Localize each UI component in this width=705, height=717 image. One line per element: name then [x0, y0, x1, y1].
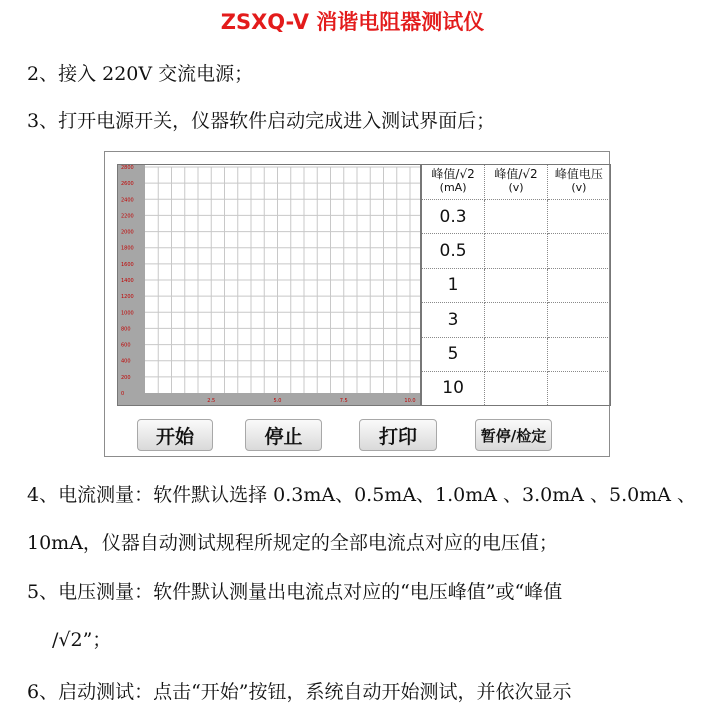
y-tick-label: 0 — [121, 391, 125, 397]
stop-button[interactable]: 停止 — [245, 419, 322, 451]
x-tick-label: 7.5 — [339, 398, 348, 404]
cell-current: 10 — [422, 371, 485, 405]
print-button[interactable]: 打印 — [359, 419, 437, 451]
result-table — [422, 165, 610, 405]
cell-rms — [485, 337, 548, 371]
cell-rms — [485, 268, 548, 302]
table-row — [422, 234, 610, 268]
y-tick-label: 600 — [121, 342, 131, 349]
x-axis-band — [118, 393, 420, 405]
y-tick-label: 1200 — [121, 294, 134, 301]
table-row — [422, 200, 610, 234]
cell-peak — [547, 234, 610, 268]
cell-rms — [485, 303, 548, 337]
cell-peak — [547, 337, 610, 371]
header-peak-voltage: 峰值电压 (v) — [547, 165, 610, 200]
x-tick-label: 10.0 — [404, 398, 416, 404]
y-tick-label: 1000 — [121, 310, 134, 317]
y-tick-label: 400 — [121, 358, 131, 365]
pause-verify-button[interactable]: 暂停/检定 — [475, 419, 552, 451]
table-row — [422, 337, 610, 371]
start-button[interactable]: 开始 — [137, 419, 213, 451]
result-table-panel — [421, 164, 611, 406]
cell-peak — [547, 200, 610, 234]
voltage-current-chart — [118, 165, 420, 405]
cell-current: 1 — [422, 268, 485, 302]
cell-peak — [547, 371, 610, 405]
table-row — [422, 371, 610, 405]
cell-current: 0.5 — [422, 234, 485, 268]
y-tick-label: 1400 — [121, 278, 134, 284]
y-tick-label: 2800 — [121, 165, 134, 171]
cell-current: 0.3 — [422, 200, 485, 234]
cell-rms — [485, 234, 548, 268]
cell-peak — [547, 303, 610, 337]
chart-area — [117, 164, 421, 406]
step-4-text-line1: 4、电流测量：软件默认选择 0.3mA、0.5mA、1.0mA 、3.0mA 、5.0mA 、 — [27, 484, 697, 506]
step-5-text-line2: /√2”； — [52, 629, 112, 651]
y-tick-label: 2400 — [121, 197, 134, 204]
header-current: 峰值/√2 (mA) — [422, 165, 485, 200]
y-tick-label: 2000 — [121, 229, 134, 236]
y-tick-label: 2600 — [121, 181, 134, 188]
page-title: ZSXQ-V 消谐电阻器测试仪 — [220, 10, 485, 34]
step-6-text: 6、启动测试：点击“开始”按钮，系统自动开始测试，并依次显示 — [27, 681, 572, 703]
table-header-row — [422, 165, 610, 200]
instrument-screen — [104, 151, 610, 457]
y-tick-label: 1600 — [121, 261, 134, 268]
cell-current: 5 — [422, 337, 485, 371]
step-5-text-line1: 5、电压测量：软件默认测量出电流点对应的“电压峰值”或“峰值 — [27, 581, 563, 603]
step-2-text: 2、接入 220V 交流电源； — [27, 63, 254, 85]
y-tick-label: 800 — [121, 326, 131, 333]
cell-peak — [547, 268, 610, 302]
step-3-text: 3、打开电源开关，仪器软件启动完成进入测试界面后； — [27, 110, 496, 132]
x-tick-label: 2.5 — [207, 398, 216, 404]
table-row — [422, 268, 610, 302]
y-tick-label: 200 — [121, 374, 131, 381]
cell-rms — [485, 200, 548, 234]
header-rms-voltage: 峰值/√2 (v) — [485, 165, 548, 200]
x-tick-label: 5.0 — [273, 398, 282, 404]
y-tick-label: 2200 — [121, 213, 134, 220]
y-tick-label: 1800 — [121, 245, 134, 252]
step-4-text-line2: 10mA，仪器自动测试规程所规定的全部电流点对应的电压值； — [27, 532, 558, 554]
cell-current: 3 — [422, 303, 485, 337]
cell-rms — [485, 371, 548, 405]
table-row — [422, 303, 610, 337]
